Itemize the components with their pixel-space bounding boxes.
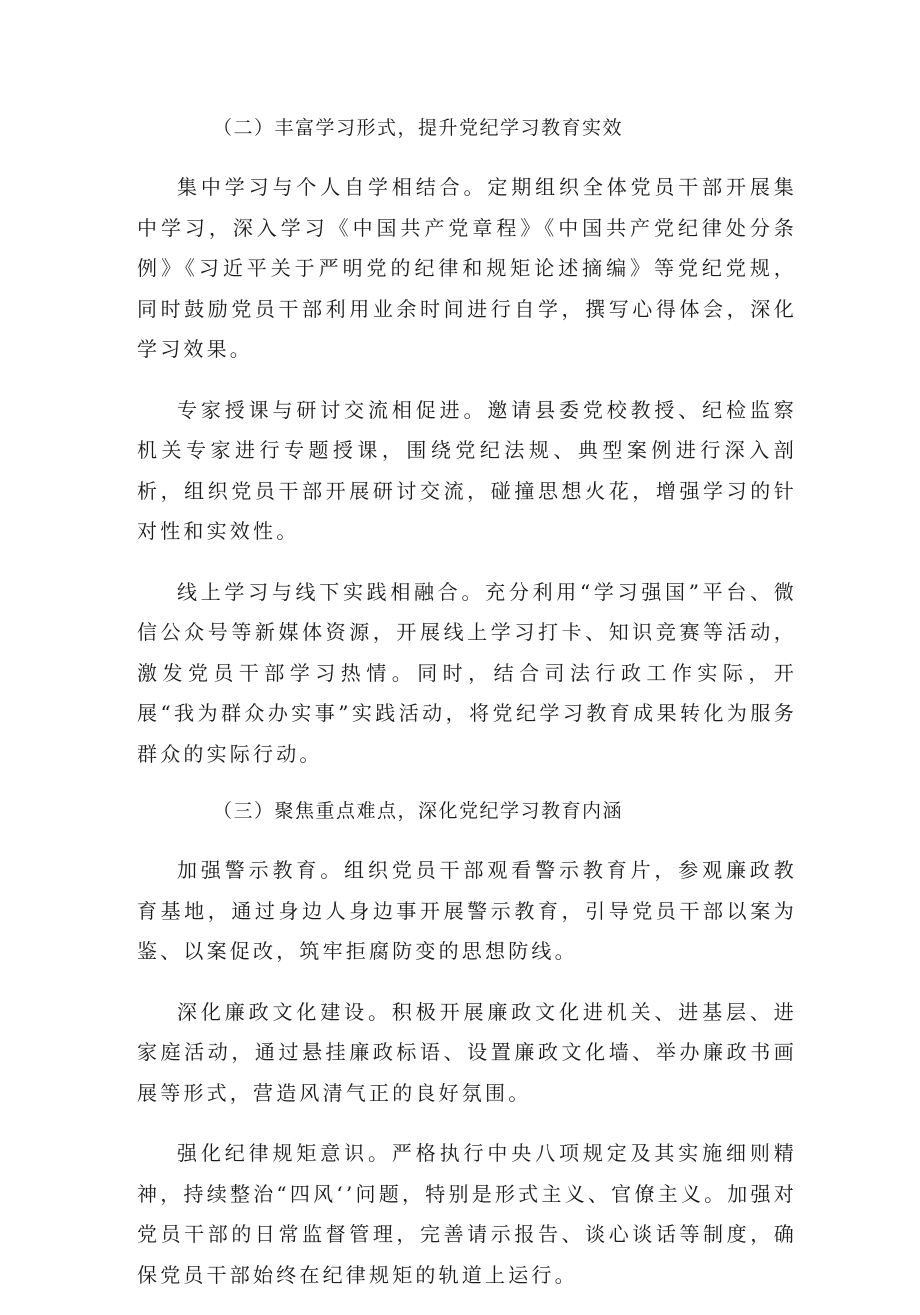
paragraph-expert-lectures: 专家授课与研讨交流相促进。邀请县委党校教授、纪检监察机关专家进行专题授课，围绕党纪法规、典型案例进行深入剖析，组织党员干部开展研讨交流，碰撞思想火花，增强学习的针对性和实效性。	[137, 397, 797, 543]
document-body	[137, 111, 797, 1315]
paragraph-centralized-study: 集中学习与个人自学相结合。定期组织全体党员干部开展集中学习，深入学习《中国共产党章程》《中国共产党纪律处分条例》《习近平关于严明党的纪律和规矩论述摘编》等党纪党规，同时鼓励党员干部利用业余时间进行自学，撰写心得体会，深化学习效果。	[137, 175, 797, 361]
paragraph-warning-education: 加强警示教育。组织党员干部观看警示教育片，参观廉政教育基地，通过身边人身边事开展警示教育，引导党员干部以案为鉴、以案促改，筑牢拒腐防变的思想防线。	[137, 858, 797, 963]
paragraph-discipline-awareness: 强化纪律规矩意识。严格执行中央八项规定及其实施细则精神，持续整治“四风‘’问题，特别是形式主义、官僚主义。加强对党员干部的日常监督管理，完善请示报告、谈心谈话等制度，确保党员干部始终在纪律规矩的轨道上运行。	[137, 1141, 797, 1287]
section-heading-2: （二）丰富学习形式，提升党纪学习教育实效	[213, 117, 624, 139]
section-heading-3: （三）聚焦重点难点，深化党纪学习教育内涵	[213, 800, 624, 822]
paragraph-online-offline: 线上学习与线下实践相融合。充分利用“学习强国”平台、微信公众号等新媒体资源，开展线上学习打卡、知识竞赛等活动，激发党员干部学习热情。同时，结合司法行政工作实际，开展“我为群众办实事”实践活动，将党纪学习教育成果转化为服务群众的实际行动。	[137, 579, 797, 766]
paragraph-integrity-culture: 深化廉政文化建设。积极开展廉政文化进机关、进基层、进家庭活动，通过悬挂廉政标语、设置廉政文化墙、举办廉政书画展等形式，营造风清气正的良好氛围。	[137, 999, 797, 1105]
